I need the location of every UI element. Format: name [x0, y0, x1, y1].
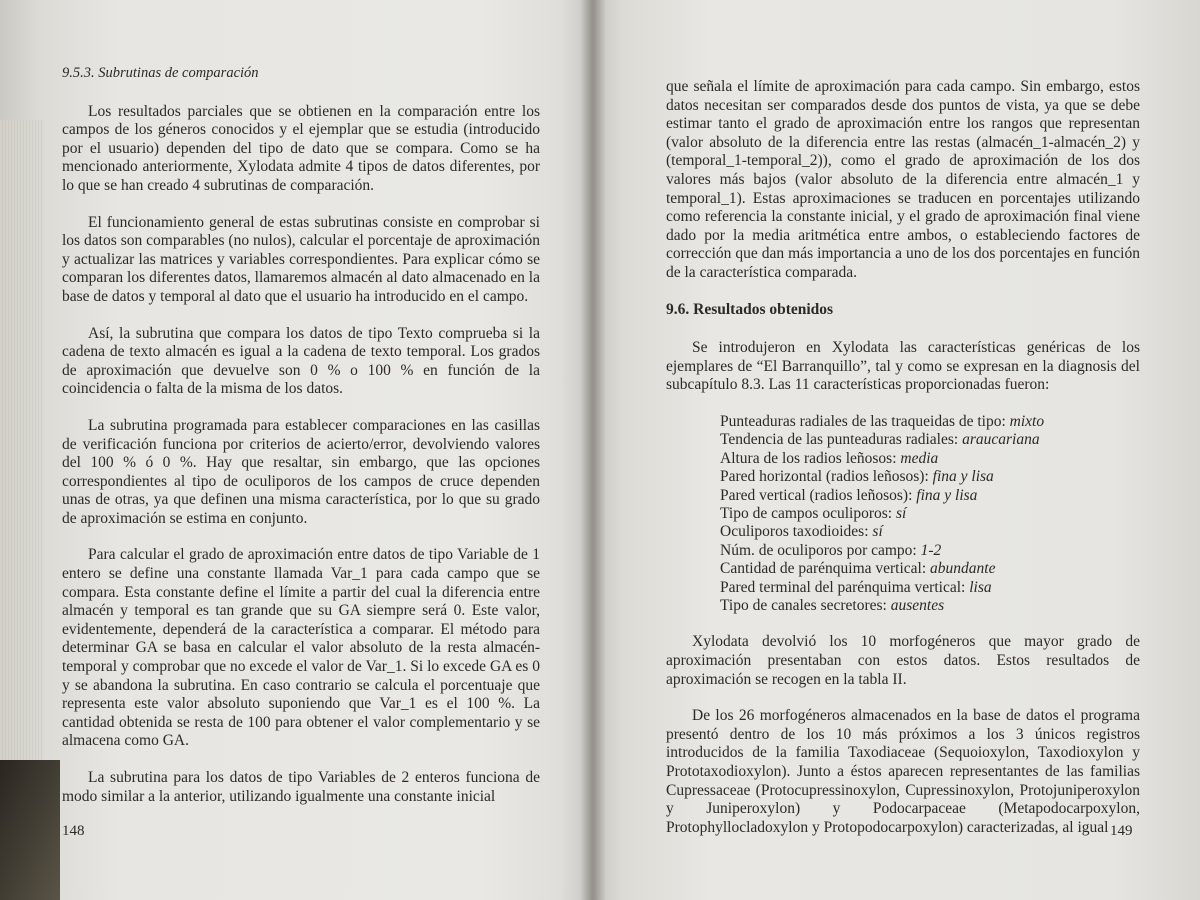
trait-value: media [900, 449, 939, 467]
trait-value: lisa [969, 578, 992, 596]
page-edges [0, 120, 44, 800]
trait-item [720, 487, 1140, 505]
paragraph: Así, la subrutina que compara los datos de tipo Texto comprueba si la cadena de texto almacén es igual a la cadena de texto temporal. Los grados de aproximación que devuelve son 0 % o 100 % en función de la coincidencia o falta de la misma de los datos. [62, 324, 540, 398]
trait-item [720, 597, 1140, 615]
trait-value: sí [872, 523, 883, 541]
trait-value: fina y lisa [932, 468, 994, 486]
section-heading-96: 9.6. Resultados obtenidos [666, 300, 834, 318]
left-text-block [62, 64, 540, 824]
paragraph: Se introdujeron en Xylodata las características genéricas de los ejemplares de “El Barranquillo”, tal y como se expresan en la diagnosis del subcapítulo 8.3. Las 11 características proporcionadas fueron: [666, 339, 1140, 394]
trait-label: Tipo de canales secretores: [720, 596, 887, 614]
trait-item [720, 468, 1140, 486]
traits-list [720, 413, 1140, 615]
trait-value: sí [895, 504, 907, 522]
trait-label: Altura de los radios leñosos: [720, 449, 897, 467]
book-gutter [580, 0, 606, 900]
trait-item [720, 523, 1140, 541]
page-shadow [0, 760, 60, 900]
trait-label: Pared vertical (radios leñosos): [720, 486, 913, 504]
left-page [0, 0, 592, 900]
paragraph: De los 26 morfogéneros almacenados en la base de datos el programa presentó dentro de los 10 más próximos a los 3 únicos registros introducidos de la familia Taxodiaceae (Sequoioxylon, Taxodioxylon y Prototaxodioxylon). Junto a éstos aparecen representantes de las familias Cupressaceae (Protocupressinoxylon, Cupressinoxylon, Protojuniperoxylon y Juniperoxylon) y Podocarpaceae (Metapodocarpoxylon, Protophyllocladoxylon y Protopodocarpoxylon) caracterizadas, al igual [666, 707, 1140, 836]
trait-label: Tendencia de las punteaduras radiales: [720, 431, 959, 449]
trait-item [720, 431, 1140, 449]
page-number-left: 148 [62, 823, 85, 839]
trait-label: Punteaduras radiales de las traqueidas de tipo: [720, 412, 1006, 430]
trait-value: araucariana [962, 431, 1040, 449]
trait-item [720, 579, 1140, 597]
trait-label: Pared terminal del parénquima vertical: [720, 578, 966, 596]
trait-item [720, 542, 1140, 560]
paragraph: La subrutina para los datos de tipo Variables de 2 enteros funciona de modo similar a la anterior, utilizando igualmente una constante inicial [62, 769, 540, 805]
paragraph: que señala el límite de aproximación para cada campo. Sin embargo, estos datos necesitan ser comparados desde dos puntos de vista, ya que se debe estimar tanto el grado de aproximación entre los rangos que representan (valor absoluto de la diferencia entre las restas (almacén_1-almacén_2) y (temporal_1-temporal_2)), como el grado de aproximación de los dos valores más bajos (valor absoluto de la diferencia entre almacén_1 y temporal_1). Estas aproximaciones se traducen en porcentajes utilizando como referencia la constante inicial, y el grado de aproximación final viene dado por la media aritmética entre ambos, o estableciendo factores de corrección que dan más importancia a uno de los dos porcentajes en función de la característica comparada. [666, 78, 1140, 281]
right-text-block [666, 78, 1140, 855]
trait-item [720, 413, 1140, 431]
trait-label: Tipo de campos oculiporos: [720, 504, 893, 522]
trait-item [720, 505, 1140, 523]
trait-label: Oculiporos taxodioides: [720, 523, 869, 541]
trait-label: Cantidad de parénquima vertical: [720, 560, 927, 578]
trait-label: Pared horizontal (radios leñosos): [720, 468, 929, 486]
page-number-right: 149 [1110, 823, 1133, 839]
paragraph: El funcionamiento general de estas subrutinas consiste en comprobar si los datos son comparables (no nulos), calcular el porcentaje de aproximación y actualizar las matrices y variables correspondientes. Para explicar cómo se comparan los diferentes datos, llamaremos almacén al dato almacenado en la base de datos y temporal al dato que el usuario ha introducido en el campo. [62, 213, 540, 305]
trait-value: fina y lisa [916, 486, 978, 504]
trait-value: mixto [1009, 412, 1045, 430]
paragraph: La subrutina programada para establecer comparaciones en las casillas de verificación funciona por criterios de acierto/error, devolviendo valores del 100 % ó 0 %. Hay que resaltar, sin embargo, que las opciones correspondientes al tipo de oculiporos de los campos de cruce dependen unas de otras, ya que definen una misma característica, por lo que su grado de aproximación se estima en conjunto. [62, 416, 540, 527]
trait-item [720, 450, 1140, 468]
trait-value: abundante [930, 560, 996, 578]
trait-value: 1-2 [920, 541, 942, 559]
trait-item [720, 560, 1140, 578]
trait-label: Núm. de oculiporos por campo: [720, 541, 917, 559]
paragraph: Xylodata devolvió los 10 morfogéneros que mayor grado de aproximación presentaban con estos datos. Estos resultados de aproximación se recogen en la tabla II. [666, 633, 1140, 688]
paragraph: Los resultados parciales que se obtienen en la comparación entre los campos de los géneros conocidos y el ejemplar que se estudia (introducido por el usuario) dependen del tipo de dato que se compara. Como se ha mencionado anteriormente, Xylodata admite 4 tipos de datos diferentes, por lo que se han creado 4 subrutinas de comparación. [62, 102, 540, 194]
section-heading-953: 9.5.3. Subrutinas de comparación [62, 65, 259, 81]
trait-value: ausentes [890, 596, 945, 614]
paragraph: Para calcular el grado de aproximación entre datos de tipo Variable de 1 entero se define una constante llamada Var_1 para cada campo que se compara. Esta constante define el límite a partir del cual la diferencia entre almacén y temporal es tan grande que su GA siempre será 0. Este valor, evidentemente, dependerá de la característica a comparar. El método para determinar GA se basa en calcular el valor absoluto de la resta almacén-temporal y comprobar que no excede el valor de Var_1. Si lo excede GA es 0 y se abandona la subrutina. En caso contrario se calcula el porcentuaje que representa este valor absoluto suponiendo que Var_1 es el 100 %. La cantidad obtenida se resta de 100 para obtener el valor complementario y se almacena como GA. [62, 546, 540, 750]
